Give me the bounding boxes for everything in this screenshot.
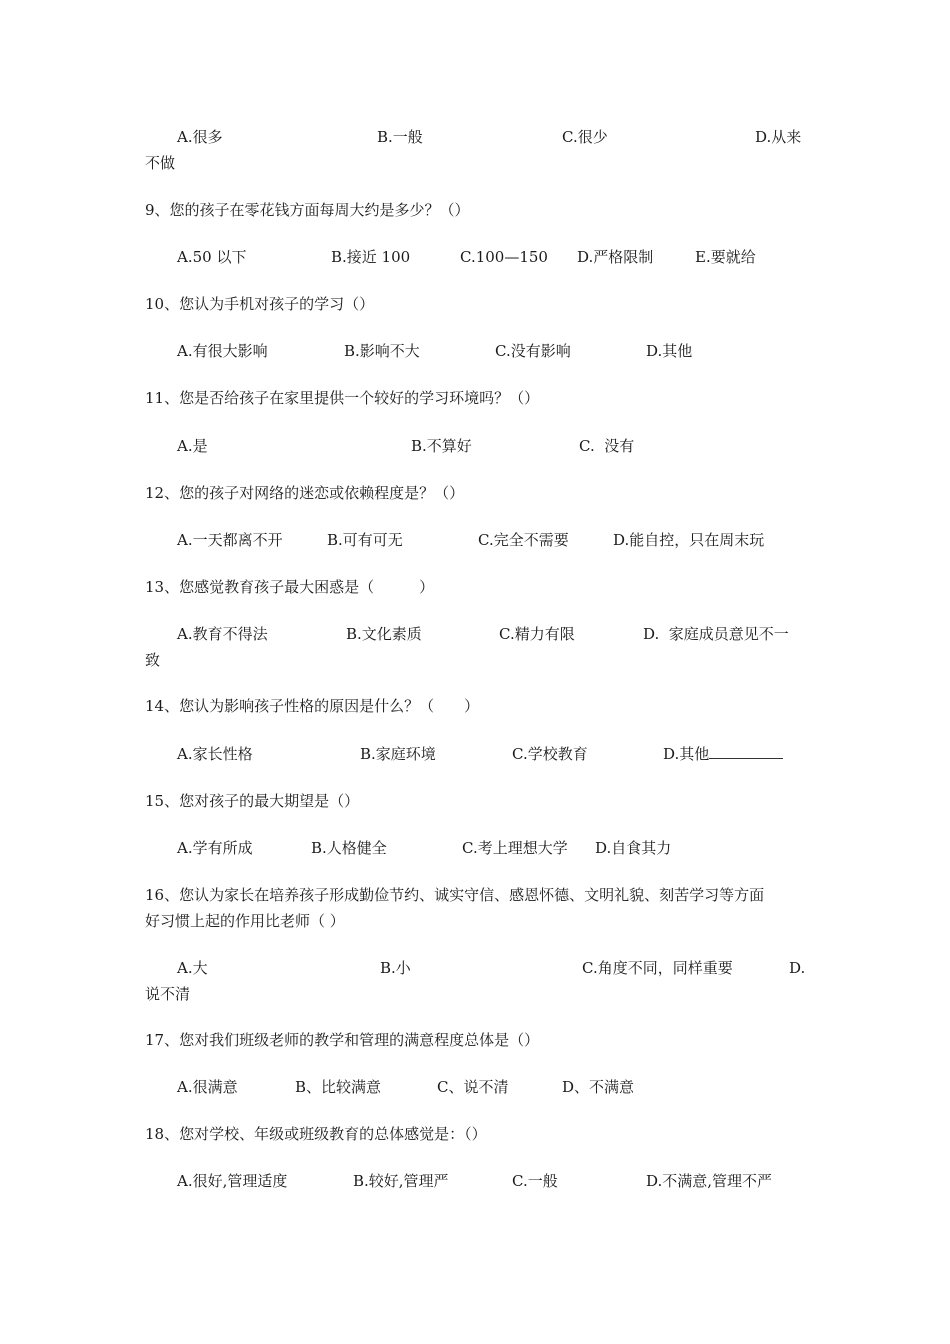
question-15: 15、您对孩子的最大期望是（）: [145, 792, 360, 810]
question-16-line2: 好习惯上起的作用比老师（ ）: [145, 912, 345, 930]
question-10: 10、您认为手机对孩子的学习（）: [145, 295, 375, 313]
q9-option-c: C.100—150: [460, 248, 548, 266]
q17-option-a: A.很满意: [177, 1078, 238, 1096]
q18-option-b: B.较好,管理严: [353, 1172, 449, 1190]
q8-option-d: D.从来: [755, 128, 802, 146]
q10-option-c: C.没有影响: [495, 342, 571, 360]
q12-option-a: A.一天都离不开: [177, 531, 283, 549]
q8-option-c: C.很少: [562, 128, 608, 146]
question-14: 14、您认为影响孩子性格的原因是什么？（ ）: [145, 697, 480, 715]
q12-option-b: B.可有可无: [327, 531, 403, 549]
q8-option-b: B.一般: [377, 128, 423, 146]
q9-option-e: E.要就给: [695, 248, 756, 266]
q14-option-d-label: D.其他: [663, 745, 710, 763]
q14-option-c: C.学校教育: [512, 745, 588, 763]
q17-option-b: B、比较满意: [295, 1078, 382, 1096]
q17-option-c: C、说不清: [437, 1078, 509, 1096]
q13-option-c: C.精力有限: [499, 625, 575, 643]
q15-option-b: B.人格健全: [311, 839, 387, 857]
q18-option-d: D.不满意,管理不严: [646, 1172, 773, 1190]
question-11: 11、您是否给孩子在家里提供一个较好的学习环境吗？（）: [145, 389, 540, 407]
q16-option-b: B.小: [380, 959, 411, 977]
question-12: 12、您的孩子对网络的迷恋或依赖程度是？（）: [145, 484, 465, 502]
q10-option-a: A.有很大影响: [177, 342, 268, 360]
q16-option-c: C.角度不同，同样重要: [582, 959, 733, 977]
question-9: 9、您的孩子在零花钱方面每周大约是多少？（）: [145, 201, 470, 219]
q8-option-d-wrap: 不做: [145, 154, 176, 172]
q9-option-a: A.50 以下: [177, 248, 247, 266]
q10-option-d: D.其他: [646, 342, 693, 360]
question-13: 13、您感觉教育孩子最大困惑是（ ）: [145, 578, 435, 596]
q10-option-b: B.影响不大: [344, 342, 420, 360]
q16-option-d: D.: [789, 959, 806, 977]
q15-option-d: D.自食其力: [595, 839, 672, 857]
q8-option-a: A.很多: [177, 128, 223, 146]
q13-option-d-wrap: 致: [145, 651, 161, 669]
q15-option-c: C.考上理想大学: [462, 839, 568, 857]
q14-blank-line: [709, 744, 783, 759]
q18-option-c: C.一般: [512, 1172, 558, 1190]
q9-option-b: B.接近 100: [331, 248, 411, 266]
q12-option-d: D.能自控，只在周末玩: [613, 531, 765, 549]
q14-option-b: B.家庭环境: [360, 745, 436, 763]
q15-option-a: A.学有所成: [177, 839, 253, 857]
q13-option-b: B.文化素质: [346, 625, 422, 643]
question-16-line1: 16、您认为家长在培养孩子形成勤俭节约、诚实守信、感恩怀德、文明礼貌、刻苦学习等方面: [145, 886, 765, 904]
q14-option-a: A.家长性格: [177, 745, 253, 763]
q16-option-d-wrap: 说不清: [145, 985, 191, 1003]
q14-option-d: [663, 744, 783, 764]
q9-option-d: D.严格限制: [577, 248, 654, 266]
q13-option-d: D. 家庭成员意见不一: [643, 625, 789, 643]
q18-option-a: A.很好,管理适度: [177, 1172, 288, 1190]
q13-option-a: A.教育不得法: [177, 625, 268, 643]
q17-option-d: D、不满意: [562, 1078, 635, 1096]
q11-option-b: B.不算好: [411, 437, 472, 455]
q12-option-c: C.完全不需要: [478, 531, 569, 549]
question-17: 17、您对我们班级老师的教学和管理的满意程度总体是（）: [145, 1031, 540, 1049]
q16-option-a: A.大: [177, 959, 208, 977]
q11-option-c: C. 没有: [579, 437, 635, 455]
question-18: 18、您对学校、年级或班级教育的总体感觉是：（）: [145, 1125, 487, 1143]
q11-option-a: A.是: [177, 437, 208, 455]
